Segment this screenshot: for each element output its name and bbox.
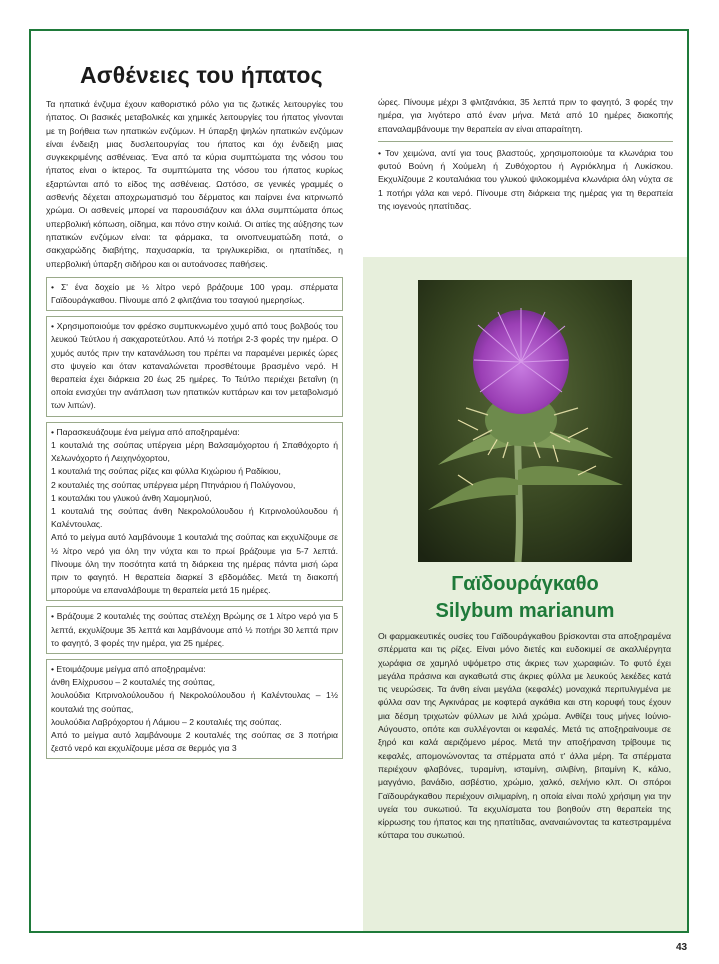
remedy-box bbox=[46, 277, 343, 311]
milk-thistle-illustration bbox=[418, 280, 632, 562]
remedy-separator bbox=[378, 141, 673, 213]
remedy-text: • Τον χειμώνα, αντί για τους βλαστούς, χρησιμοποιούμε τα κλωνάρια του φυτού Βούνη ή Χούμελη ή Ζυθόχορτου ή Αγριόκλημα ή Λυκίσκου. Εκχυλίζουμε 2 κουταλιάκια του γλυκού ψιλοκομμένα κλωνάρια όλη νύχτα σε 1 ποτήρι γάλα και νερό. Πίνουμε στη διάρκεια της ημέρας για τη θεραπεία της ιογενούς ηπατίτιδας. bbox=[378, 147, 673, 212]
plant-heading bbox=[363, 571, 687, 625]
remedy-text: • Χρησιμοποιούμε τον φρέσκο συμπυκνωμένο χυμό από τους βολβούς του λευκού Τεύτλου ή σακχαροτεύτλου. Από ½ ποτήρι 2-3 φορές την ημέρα. Ο χυμός αυτός πριν την κατανάλωση του πρέπει να παραμένει μερικές ώρες στο ψυγείο και όταν καταναλώνεται προσθέτουμε βρασμένο νερό. Η θεραπεία έχει διάρκεια 20 έως 25 ημέρες. Το Τεύτλο περιέχει βεταΐνη (η οποία ενισχύει την ανάπλαση των ηπατικών κυττάρων και τον μεταβολισμό των λιπών). bbox=[51, 321, 338, 411]
remedy-text: • Ετοιμάζουμε μείγμα από αποξηραμένα: άνθη Ελίχρυσου – 2 κουταλιές της σούπας, λουλούδια Κιτρινολούλουδου ή Νεκρολούλουδου ή Καλέντουλας – 1½ κουταλιά της σούπας, λουλούδια Λαβρόχορτου ή Λάμιου – 2 κουταλιές της σούπας. Από το μείγμα αυτό λαμβάνουμε 2 κουταλιές της σούπας σε 3 ποτήρια ζεστό νερό και εκχυλίζουμε μέσα σε θερμός για 3 bbox=[51, 663, 338, 754]
milk-thistle-photo bbox=[418, 280, 632, 562]
plant-description: Οι φαρμακευτικές ουσίες του Γαϊδουράγκαθου βρίσκονται στα αποξηραμένα σπέρματα και τις ρίζες. Είναι μόνο διετές και ευδοκιμεί σε ακαλλιέργητα χωράφια σε χαμηλό υψόμετρο στις άκριες των χωραφιών. Το φυτό έχει μεγάλα πράσινα και αγκαθωτά στις άκριες φύλλα με λευκούς λεκέδες κατά τις νευρώσεις. Τα άνθη είναι μεγάλα (κεφαλές) μοναχικά περιτυλιγμένα με φύλλα σαν της Αγκινάρας με κοφτερά αγκάθια και στη κορυφή τους έχουν μια δέσμη τριχωτών φύλλων με λιλά χρώμα. Ανθίζει τους μήνες Ιούνιο-Αύγουστο, οπότε και συλλέγονται οι κεφαλές. Μετά τις αποξηραίνουμε σε ξηρό και καλά αεριζόμενο μέρος. Μετά την αποξήρανση τρίβουμε τις κεφαλές, απομονώνοντας τα σπέρματα από τ' άλλα μέρη. Τα σπέρματα περιέχουν φλαβόνες, τυραμίνη, ισταμίνη, σιλιβίνη, βιταμίνη Κ, κάλιο, μαγγάνιο, βανάδιο, ασβέστιο, χρώμιο, χαλκό, σελήνιο κλπ. Οι σπόροι Γαϊδουράγκαθου περιέχουν σιλιμαρίνη, η οποία είναι πολύ χρήσιμη για την υγεία του συκωτιού. Τα εκχυλίσματα του βοηθούν στη θεραπεία της κίρρωσης του ήπατος και της ηπατίτιδας, αναναιώνοντας τα κατεστραμμένα κύτταρα του συκωτιού. bbox=[378, 631, 671, 841]
remedy-text: • Σ' ένα δοχείο με ½ λίτρο νερό βράζουμε 100 γραμ. σπέρματα Γαϊδουράγκαθου. Πίνουμε από 2 φλιτζάνια του τσαγιού ημερησίως. bbox=[51, 281, 338, 306]
remedy-text: • Βράζουμε 2 κουταλιές της σούπας στελέχη Βρώμης σε 1 λίτρο νερό για 5 λεπτά, εκχυλίζουμε 35 λεπτά και λαμβάνουμε από ½ ποτήρι 30 λεπτά πριν το φαγητό, 3 φορές την ημέρα, για 25 ημέρες. bbox=[51, 611, 338, 648]
remedy-text: • Παρασκευάζουμε ένα μείγμα από αποξηραμένα: 1 κουταλιά της σούπας υπέργεια μέρη Βαλσαμόχορτου ή Σπαθόχορτο ή Χελωνόχορτο ή Λειχηνόχορτου, 1 κουταλιά της σούπας ρίζες και φύλλα Κιχώριου ή Ραδίκιου, 2 κουταλιές της σούπας υπέργεια μέρη Πτηνάριου ή Πολύγονου, 1 κουταλάκι του γλυκού άνθη Χαμομηλιού, 1 κουταλιά της σούπας άνθη Νεκρολούλουδου ή Κιτρινολούλουδου ή Καλέντουλας. Από το μείγμα αυτό λαμβάνουμε 1 κουταλιά της σούπας και εκχυλίζουμε σε ½ λίτρο νερό για όλη την νύχτα και το πρωί βράζουμε για 5-7 λεπτά. Πίνουμε όλη την ποσότητα κατά τη διάρκεια της ημέρας πάντα μισή ώρα πριν το φαγητό. Η θεραπεία διαρκεί 3 εβδομάδες. Μετά τη διακοπή μπορούμε να επαναλάβουμε τη θεραπεία μετά 15 ημέρες. bbox=[51, 426, 338, 596]
left-column bbox=[46, 98, 343, 759]
page-title: Ασθένειες του ήπατος bbox=[80, 62, 323, 88]
page-number: 43 bbox=[676, 942, 688, 953]
remedy-box bbox=[46, 422, 343, 602]
continuation-paragraph: ώρες. Πίνουμε μέχρι 3 φλιτζανάκια, 35 λεπτά πριν το φαγητό, 3 φορές την ημέρα, για λιγότερο από έναν μήνα. Μετά από 10 ημέρες διακοπής επαναλαμβάνουμε την θεραπεία αν είναι απαραίτητη. bbox=[378, 97, 673, 134]
remedy-box bbox=[46, 316, 343, 416]
plant-description-block bbox=[378, 630, 671, 843]
remedy-box bbox=[46, 606, 343, 654]
plant-name-greek: Γαϊδουράγκαθο bbox=[451, 573, 599, 595]
remedy-box bbox=[46, 659, 343, 759]
intro-paragraph: Τα ηπατικά ένζυμα έχουν καθοριστικό ρόλο για τις ζωτικές λειτουργίες του ήπατος. Οι βασικές μεταβολικές και χημικές λειτουργίες του ήπατος γίνονται με τη βοήθεια των ηπατικών ενζύμων. Η ύπαρξη ψηλών ηπατικών ενζύμων είναι ένδειξη μιας δυσλειτουργίας του ήπατος και όχι ένδειξη μιας συγκεκριμένης ασθένειας. Ένα από τα κύρια συμπτώματα της νόσου του ήπατος είναι ο ίκτερος. Τα συμπτώματα της νόσου του ήπατος κυρίως εξαρτώνται από το είδος της ασθένειας. Ωστόσο, σε γενικές γραμμές ο ασθενής δέχεται αποχρωματισμό του δέρματος και παίρνει ένα κιτρινωπό χρώμα. Οι ασθενείς μπορεί να παρουσιάζουν και άλλα συμπτώματα όπως υπερβολική κόπωση, οίδημα, και πόνο στην κοιλιά. Οι αιτίες της αύξησης των ηπατικών ενζύμων είναι: τα φάρμακα, τα οινοπνευματώδη ποτά, ο σακχαρώδης διαβήτης, παχυσαρκία, τα τριγλυκερίδια, οι ηπατίτιδες, η υπερβολική ύπαρξη σιδήρου και οι αυτοάνοσες παθήσεις. bbox=[46, 99, 343, 269]
right-column-top bbox=[378, 96, 673, 213]
plant-name-latin: Silybum marianum bbox=[435, 600, 615, 622]
